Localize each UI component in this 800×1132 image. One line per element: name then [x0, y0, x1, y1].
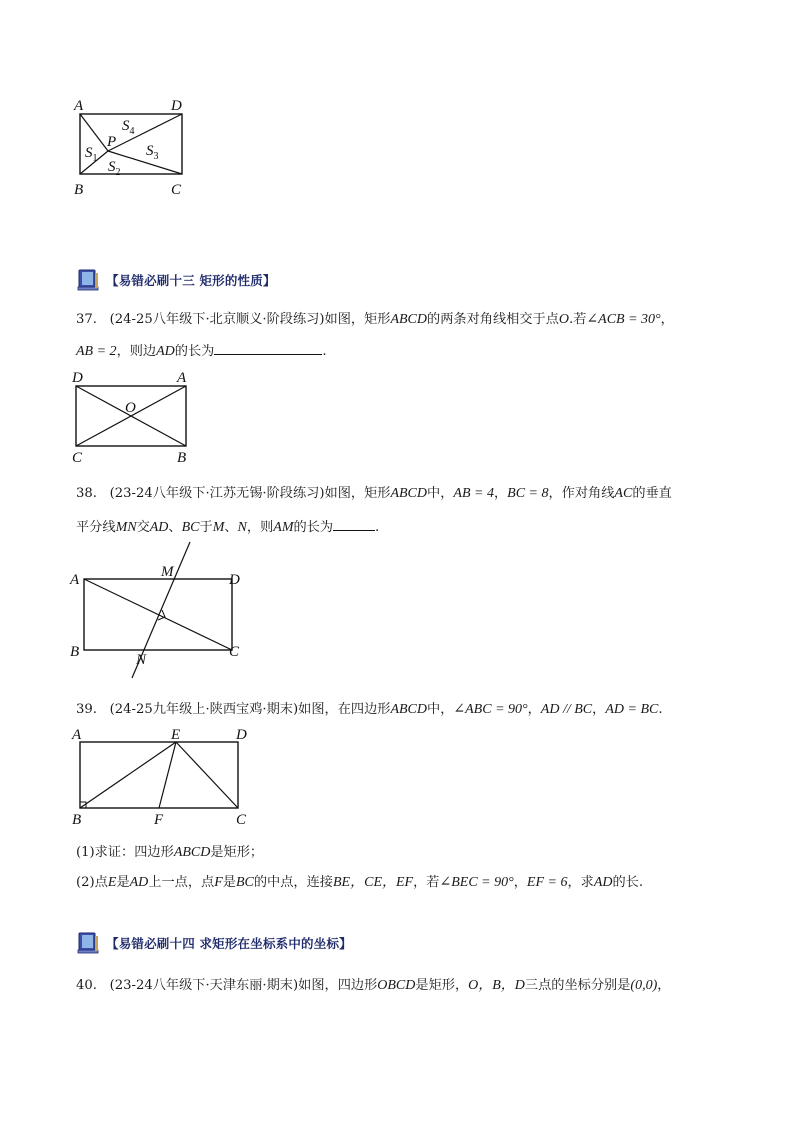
section-title: 【易错必刷十三 矩形的性质】 [106, 273, 276, 288]
figure-q39 [66, 725, 266, 829]
section-heading-14 [76, 930, 352, 956]
answer-blank[interactable] [333, 516, 375, 531]
label-s2: $S_2$ [108, 159, 121, 178]
figure-q37 [68, 368, 198, 468]
label-a: A [177, 370, 187, 386]
question-37-line-2: AB = 2，则边AD的长为 . [76, 340, 327, 362]
label-a: A [74, 98, 84, 114]
label-m: M [161, 564, 174, 580]
figure-q36 [70, 95, 200, 205]
label-s3: $S_3$ [146, 143, 159, 162]
label-c: C [171, 182, 182, 198]
label-d: D [72, 370, 83, 386]
label-o: O [125, 400, 136, 416]
label-b: B [70, 644, 80, 660]
question-40-line-1: 40. (23-24八年级下·天津东丽·期末)如图，四边形OBCD是矩形，O，B，D三点的坐标分别是(0,0)， [76, 978, 671, 993]
section-title: 【易错必刷十四 求矩形在坐标系中的坐标】 [106, 936, 352, 951]
question-38-line-1: 38. (23-24八年级下·江苏无锡·阶段练习)如图，矩形ABCD中，AB = 4，BC = 8，作对角线AC的垂直 [76, 486, 672, 501]
label-p: P [107, 134, 117, 150]
book-icon [76, 931, 102, 955]
label-c: C [72, 450, 83, 466]
label-s4: $S_4$ [122, 118, 135, 137]
label-f: F [154, 812, 164, 828]
question-38-line-2: 平分线MN交AD、BC于M、N，则AM的长为 . [76, 516, 379, 538]
label-d: D [236, 727, 247, 743]
figure-q38 [66, 540, 256, 682]
label-b: B [177, 450, 187, 466]
label-c: C [229, 644, 240, 660]
label-a: A [70, 572, 80, 588]
label-n: N [136, 652, 147, 668]
question-37-line-1: 37. (24-25八年级下·北京顺义·阶段练习)如图，矩形ABCD的两条对角线相交于点O.若∠ACB = 30°， [76, 312, 674, 327]
label-a: A [72, 727, 82, 743]
question-39-part-2: (2)点E是AD上一点，点F是BC的中点，连接BE，CE，EF，若∠BEC = 90°，EF = 6，求AD的长. [76, 875, 644, 890]
label-b: B [72, 812, 82, 828]
label-d: D [171, 98, 182, 114]
label-b: B [74, 182, 84, 198]
section-heading-13 [76, 267, 276, 293]
label-d: D [229, 572, 240, 588]
label-e: E [171, 727, 181, 743]
answer-blank[interactable] [214, 340, 322, 355]
question-39-part-1: (1)求证：四边形ABCD是矩形； [76, 845, 264, 860]
label-c: C [236, 812, 247, 828]
question-39-line-1: 39. (24-25九年级上·陕西宝鸡·期末)如图，在四边形ABCD中，∠ABC = 90°，AD // BC，AD = BC. [76, 702, 663, 717]
book-icon [76, 268, 102, 292]
label-s1: $S_1$ [85, 145, 98, 164]
